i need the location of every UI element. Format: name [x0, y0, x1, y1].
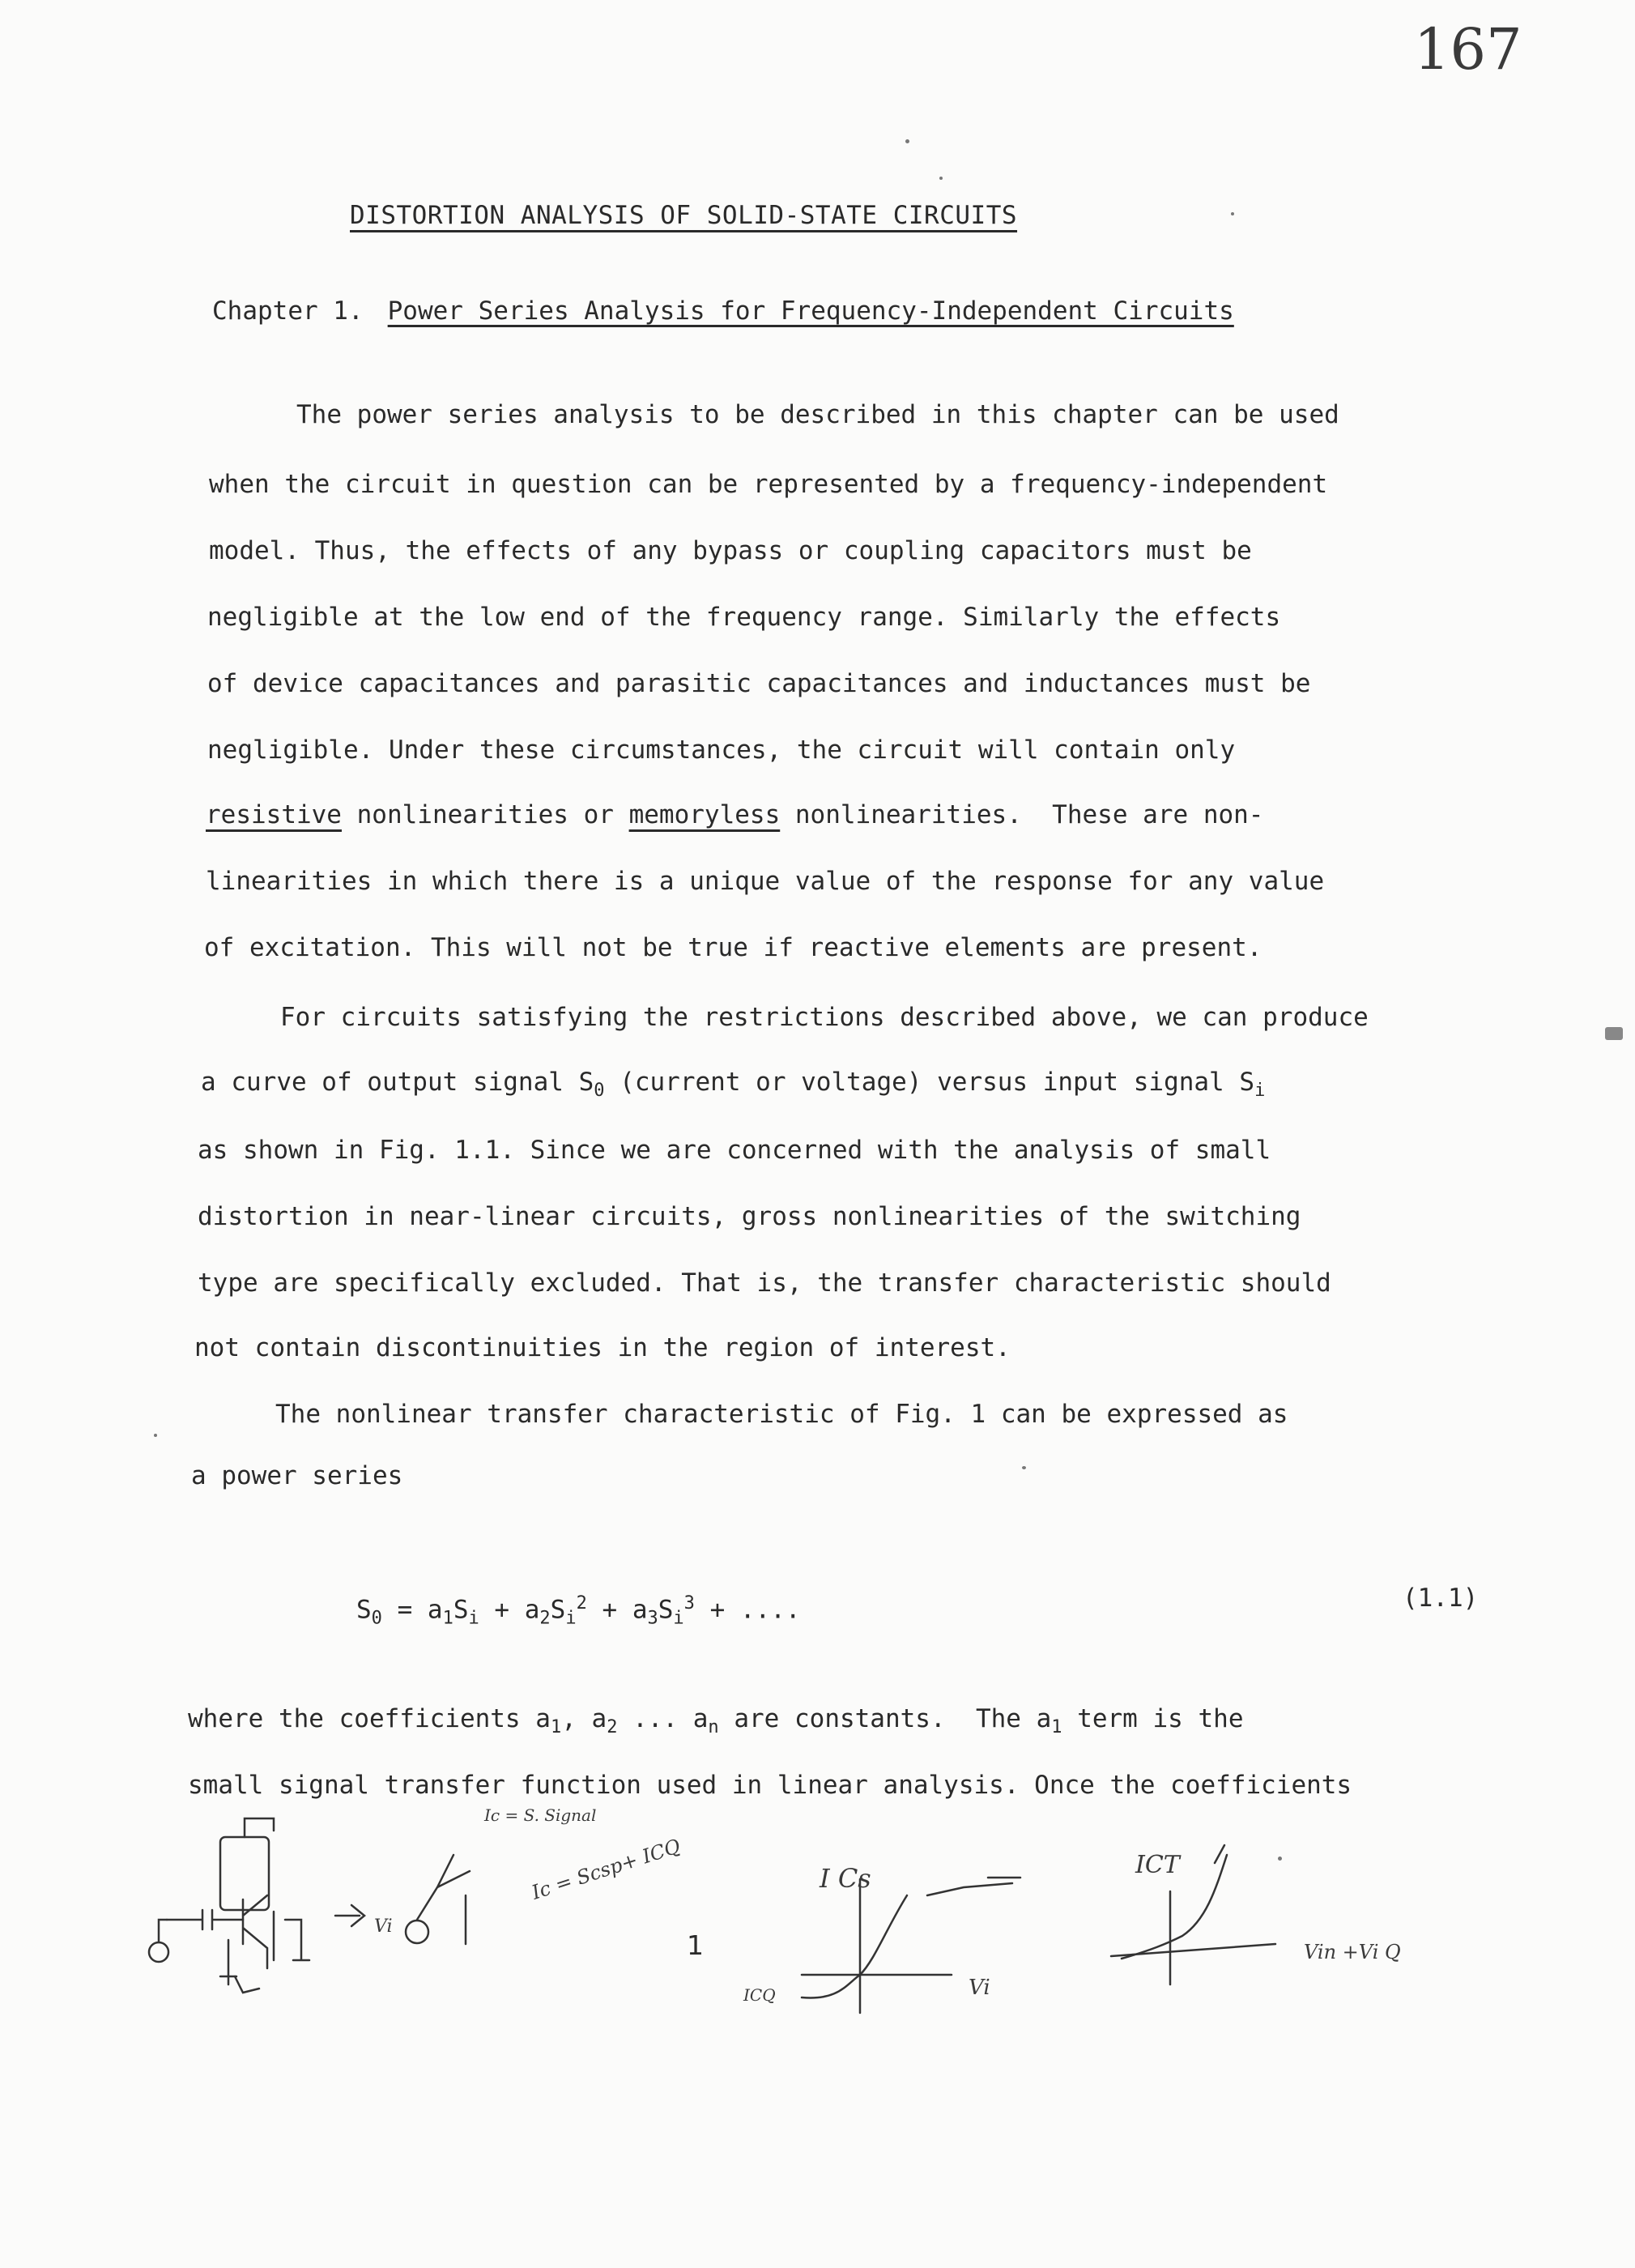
- text-line: not contain discontinuities in the region of interest.: [194, 1333, 1011, 1362]
- source-sketch: [406, 1855, 470, 1944]
- handwritten-page-mark: 167: [1414, 16, 1522, 83]
- text-line: distortion in near-linear circuits, gross nonlinearities of the switching: [198, 1202, 1301, 1231]
- power-series-equation: $S_0 = a_1S_i + a_2S_i^2 + a_3S_i^3$ + ....: [356, 1593, 801, 1629]
- note-vi-axis: Vi: [969, 1976, 990, 2000]
- emphasis-memoryless: memoryless: [628, 800, 781, 829]
- document-title: DISTORTION ANALYSIS OF SOLID-STATE CIRCUITS: [350, 201, 1018, 230]
- note-icq: ICQ: [743, 1985, 776, 2005]
- text-line: resistive nonlinearities or memoryless nonlinearities. These are non-: [206, 800, 1264, 829]
- note-ics: I Cs: [820, 1863, 871, 1894]
- chapter-label: Chapter 1.: [212, 296, 364, 326]
- scan-speck: [1231, 212, 1234, 215]
- chapter-title: Power Series Analysis for Frequency-Independent Circuits: [387, 296, 1234, 326]
- arrow-icon: [335, 1905, 364, 1926]
- scan-speck: [154, 1434, 157, 1437]
- equation-number: (1.1): [1403, 1584, 1479, 1613]
- text-line: of device capacitances and parasitic capacitances and inductances must be: [207, 669, 1311, 698]
- note-vin: Vin +Vi Q: [1304, 1941, 1401, 1963]
- text-line: type are specifically excluded. That is, the transfer characteristic should: [198, 1268, 1331, 1298]
- note-vi-label: Vi: [374, 1916, 393, 1937]
- text-line: small signal transfer function used in linear analysis. Once the coefficients: [188, 1771, 1352, 1800]
- scan-speck: [1022, 1466, 1026, 1469]
- note-ic-signal: Ic = S. Signal: [484, 1805, 597, 1825]
- scan-speck: [939, 177, 943, 180]
- circuit-sketch: [149, 1818, 309, 1993]
- text-line: negligible at the low end of the frequency range. Similarly the effects: [207, 603, 1281, 632]
- text-line: model. Thus, the effects of any bypass or coupling capacitors must be: [209, 536, 1252, 565]
- text-line: when the circuit in question can be represented by a frequency-independent: [209, 470, 1328, 499]
- page-number: 1: [687, 1929, 704, 1961]
- scan-speck: [905, 139, 909, 143]
- scan-speck: [1278, 1857, 1282, 1861]
- text-line: as shown in Fig. 1.1. Since we are concerned with the analysis of small: [198, 1136, 1271, 1165]
- emphasis-resistive: resistive: [206, 800, 342, 829]
- text-line: a power series: [191, 1461, 403, 1490]
- text-line: of excitation. This will not be true if reactive elements are present.: [204, 933, 1262, 962]
- note-ict: ICT: [1135, 1851, 1180, 1879]
- text-line: negligible. Under these circumstances, the circuit will contain only: [207, 735, 1236, 765]
- scan-speck: [1605, 1027, 1623, 1040]
- text-line: The nonlinear transfer characteristic of Fig. 1 can be expressed as: [275, 1400, 1288, 1429]
- note-ic-total: Ic = Scsp+ ICQ: [529, 1835, 683, 1904]
- text-line: a curve of output signal $S_0$ (current or voltage) versus input signal $S_i$: [201, 1068, 1266, 1102]
- text-line: For circuits satisfying the restrictions described above, we can produce: [280, 1003, 1369, 1032]
- text-line: linearities in which there is a unique value of the response for any value: [206, 867, 1325, 896]
- text-line: where the coefficients $a_1$, $a_2$ ... $a_n$ are constants. The $a_1$ term is the: [188, 1704, 1244, 1738]
- text-line: The power series analysis to be described in this chapter can be used: [296, 400, 1339, 429]
